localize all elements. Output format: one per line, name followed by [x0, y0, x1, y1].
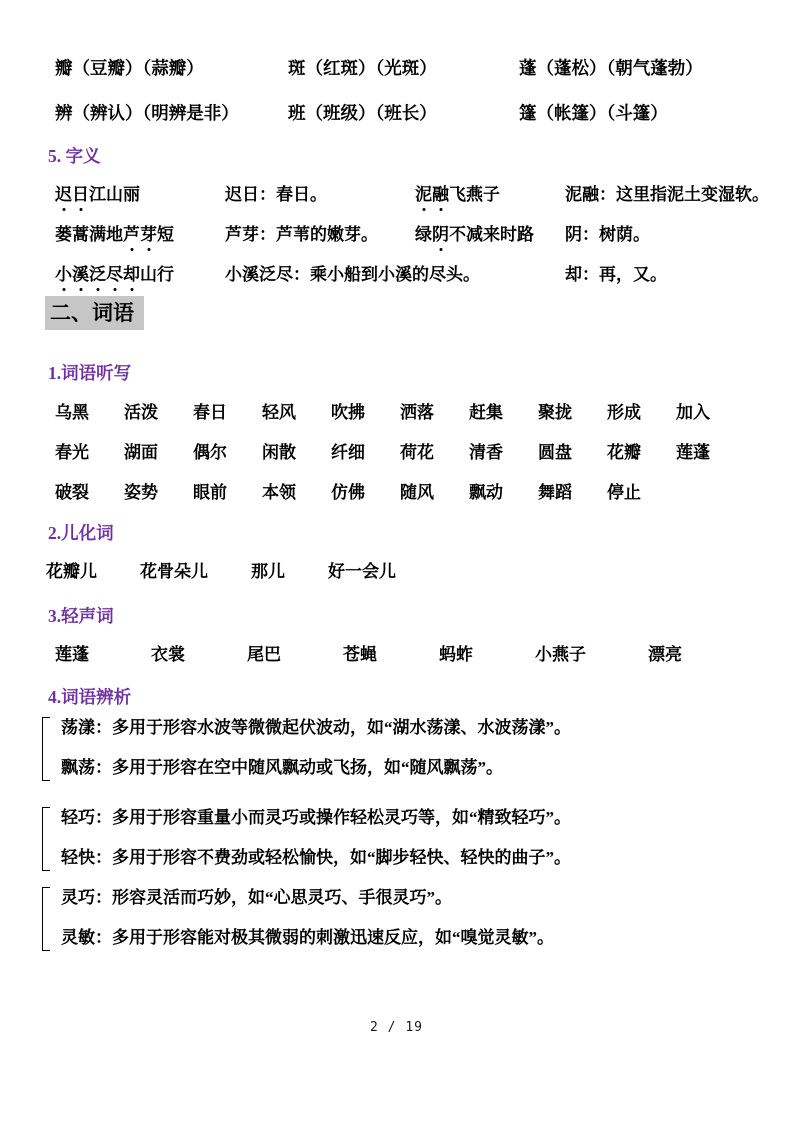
left-bracket	[42, 887, 50, 951]
section-heading-erhua: 2.儿化词	[48, 523, 114, 543]
word-item: 闲散	[262, 443, 296, 462]
word-item: 苍蝇	[343, 645, 377, 664]
phrase-text: 山行	[140, 265, 174, 284]
word-item: 形成	[607, 403, 641, 422]
phrase-text: 江山丽	[89, 185, 140, 204]
character-compare-row	[55, 102, 775, 124]
word-contrast-pair	[42, 882, 554, 966]
word-item: 活泼	[124, 403, 158, 422]
word-item: 飘动	[469, 483, 503, 502]
word-item: 荷花	[400, 443, 434, 462]
phrase-definition: 小溪泛尽：乘小船到小溪的尽头。	[225, 265, 480, 284]
emphasized-char: 小	[55, 263, 72, 287]
word-item: 本领	[262, 483, 296, 502]
character-compare-row	[55, 57, 775, 79]
contrast-line: 飘荡：多用于形容在空中随风飘动或飞扬，如“随风飘荡”。	[61, 758, 503, 777]
word-list-row	[55, 442, 745, 464]
phrase-definition: 迟日：春日。	[225, 185, 327, 204]
word-item: 聚拢	[538, 403, 572, 422]
ziyi-table	[55, 183, 793, 303]
word-item: 纤细	[331, 443, 365, 462]
word-item: 尾巴	[247, 645, 281, 664]
emphasized-char: 溪	[72, 263, 89, 287]
word-list-row	[55, 482, 745, 504]
contrast-line: 灵敏：多用于形容能对极其微弱的刺激迅速反应，如“嗅觉灵敏”。	[61, 928, 554, 947]
poem-phrase	[55, 223, 225, 263]
phrase-definition: 泥融：这里指泥土变湿软。	[565, 185, 769, 204]
poem-phrase	[415, 223, 565, 263]
contrast-line: 轻巧：多用于形容重量小而灵巧或操作轻松灵巧等，如“精致轻巧”。	[61, 808, 571, 827]
emphasized-char: 日	[72, 183, 89, 207]
char-group: 篷（帐篷）（斗篷）	[519, 103, 668, 123]
emphasized-char: 泛	[89, 263, 106, 287]
word-item: 停止	[607, 483, 641, 502]
section-heading-tingxie: 1.词语听写	[48, 363, 132, 383]
word-item: 蚂蚱	[439, 645, 473, 664]
word-item: 湖面	[124, 443, 158, 462]
word-item: 花骨朵儿	[140, 562, 208, 581]
left-bracket	[42, 807, 50, 871]
word-item: 莲蓬	[55, 645, 89, 664]
section-heading-bianxi: 4.词语辨析	[48, 687, 132, 707]
word-item: 好一会儿	[328, 562, 396, 581]
char-group: 瓣（豆瓣）（蒜瓣）	[55, 58, 204, 78]
emphasized-char: 泥	[415, 183, 432, 207]
section-heading-qingsheng: 3.轻声词	[48, 606, 114, 626]
contrast-line: 轻快：多用于形容不费劲或轻松愉快，如“脚步轻快、轻快的曲子”。	[61, 848, 571, 867]
word-item: 乌黑	[55, 403, 89, 422]
word-item: 轻风	[262, 403, 296, 422]
word-item: 姿势	[124, 483, 158, 502]
contrast-line: 荡漾：多用于形容水波等微微起伏波动，如“湖水荡漾、水波荡漾”。	[61, 718, 571, 737]
phrase-text: 飞燕子	[449, 185, 500, 204]
word-list-row	[55, 402, 745, 424]
poem-phrase	[55, 183, 225, 223]
word-list-row	[46, 561, 396, 583]
emphasized-char: 迟	[55, 183, 72, 207]
word-item: 随风	[400, 483, 434, 502]
emphasized-char: 阴	[432, 223, 449, 247]
word-item: 漂亮	[648, 645, 682, 664]
word-item: 吹拂	[331, 403, 365, 422]
phrase-text: 短	[157, 225, 174, 244]
word-item: 加入	[676, 403, 710, 422]
word-item: 圆盘	[538, 443, 572, 462]
section-heading-ziyi: 5. 字义	[48, 146, 101, 166]
word-item: 衣裳	[151, 645, 185, 664]
word-item: 小燕子	[535, 645, 586, 664]
phrase-text: 不减来时路	[449, 225, 534, 244]
word-item: 莲蓬	[676, 443, 710, 462]
word-item: 眼前	[193, 483, 227, 502]
contrast-line: 灵巧：形容灵活而巧妙，如“心思灵巧、手很灵巧”。	[61, 888, 452, 907]
emphasized-char: 尽	[106, 263, 123, 287]
word-item: 洒落	[400, 403, 434, 422]
word-item: 赶集	[469, 403, 503, 422]
word-list-row	[55, 644, 682, 666]
char-group: 班（班级）（班长）	[288, 103, 437, 123]
word-contrast-pair	[42, 712, 571, 796]
emphasized-char: 融	[432, 183, 449, 207]
poem-phrase	[415, 183, 565, 223]
word-item: 清香	[469, 443, 503, 462]
word-item: 破裂	[55, 483, 89, 502]
word-item: 舞蹈	[538, 483, 572, 502]
word-item: 偶尔	[193, 443, 227, 462]
phrase-definition: 芦芽：芦苇的嫩芽。	[225, 225, 378, 244]
char-group: 蓬（蓬松）（朝气蓬勃）	[519, 58, 703, 78]
char-group: 辨（辨认）（明辨是非）	[55, 103, 239, 123]
phrase-text: 蒌蒿满地	[55, 225, 123, 244]
word-contrast-pair	[42, 802, 571, 886]
page-number: 2 / 19	[370, 1020, 423, 1035]
phrase-definition: 阴：树荫。	[565, 225, 650, 244]
word-item: 春光	[55, 443, 89, 462]
chapter-heading-ciyu: 二、词语	[45, 296, 144, 330]
left-bracket	[42, 717, 50, 781]
word-item: 花瓣儿	[46, 562, 97, 581]
emphasized-char: 却	[123, 263, 140, 287]
word-item: 那儿	[251, 562, 285, 581]
word-item: 仿佛	[331, 483, 365, 502]
emphasized-char: 芽	[140, 223, 157, 247]
emphasized-char: 芦	[123, 223, 140, 247]
phrase-definition: 却：再，又。	[565, 265, 667, 284]
word-item: 花瓣	[607, 443, 641, 462]
word-item: 春日	[193, 403, 227, 422]
char-group: 斑（红斑）（光斑）	[288, 58, 437, 78]
phrase-text: 绿	[415, 225, 432, 244]
